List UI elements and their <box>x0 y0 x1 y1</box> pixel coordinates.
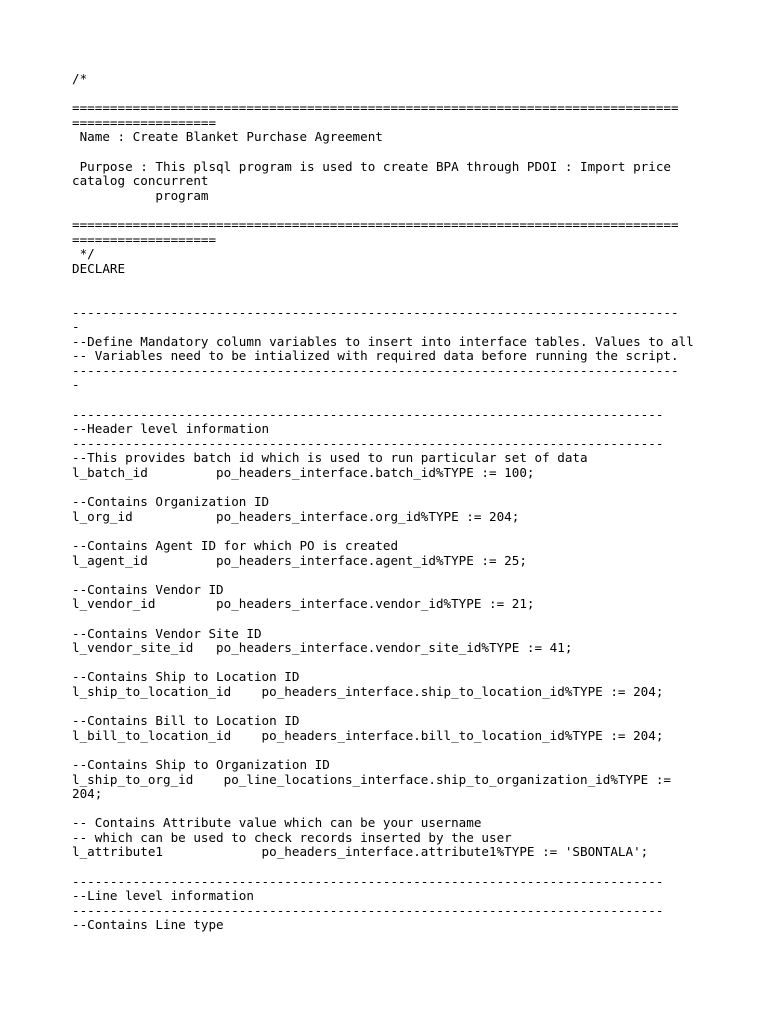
code-line <box>72 743 712 758</box>
code-line: -- Contains Attribute value which can be your username <box>72 815 482 831</box>
code-line: l_batch_id po_headers_interface.batch_id%TYPE := 100; <box>72 465 535 481</box>
code-line <box>72 524 712 539</box>
code-line: catalog concurrent <box>72 173 209 189</box>
code-line <box>72 656 712 671</box>
code-line: -------------------------------------------------------------------------------- <box>72 304 679 320</box>
code-line <box>72 568 712 583</box>
code-line: l_bill_to_location_id po_headers_interface.bill_to_location_id%TYPE := 204; <box>72 727 664 743</box>
code-line: - <box>72 377 80 393</box>
code-line: ------------------------------------------------------------------------------ <box>72 902 664 918</box>
code-line: --Contains Ship to Organization ID <box>72 756 330 772</box>
code-line: Name : Create Blanket Purchase Agreement <box>72 129 383 145</box>
code-line: l_ship_to_location_id po_headers_interface.ship_to_location_id%TYPE := 204; <box>72 683 664 699</box>
code-line: --Contains Organization ID <box>72 494 270 510</box>
code-line: =================== <box>72 114 217 130</box>
code-line: --Contains Vendor Site ID <box>72 625 262 641</box>
code-line: l_vendor_site_id po_headers_interface.vendor_site_id%TYPE := 41; <box>72 640 573 656</box>
code-line: --Contains Agent ID for which PO is created <box>72 538 399 553</box>
code-line: ================================================================================ <box>72 216 679 232</box>
code-line: program <box>72 187 209 203</box>
code-line: */ <box>72 246 95 262</box>
code-line: Purpose : This plsql program is used to create BPA through PDOI : Import price <box>72 158 671 174</box>
document-page <box>72 72 712 933</box>
code-line: --Contains Vendor ID <box>72 581 224 597</box>
code-line: l_vendor_id po_headers_interface.vendor_id%TYPE := 21; <box>72 596 535 612</box>
code-line: ================================================================================ <box>72 100 679 116</box>
code-line: --Contains Bill to Location ID <box>72 713 300 729</box>
code-line: ------------------------------------------------------------------------------ <box>72 873 664 889</box>
code-line <box>72 700 712 715</box>
code-line <box>72 291 712 306</box>
code-line <box>72 393 712 408</box>
code-line: --Contains Ship to Location ID <box>72 669 300 685</box>
code-line: DECLARE <box>72 260 126 276</box>
code-line: -------------------------------------------------------------------------------- <box>72 362 679 378</box>
code-line <box>72 203 712 218</box>
code-line <box>72 145 712 160</box>
code-line: -- which can be used to check records inserted by the user <box>72 829 512 845</box>
code-line <box>72 612 712 627</box>
code-line <box>72 802 712 817</box>
code-line <box>72 860 712 875</box>
code-line: --Header level information <box>72 421 270 437</box>
code-line <box>72 276 712 291</box>
code-line: l_org_id po_headers_interface.org_id%TYPE := 204; <box>72 508 520 524</box>
code-line: ------------------------------------------------------------------------------ <box>72 406 664 422</box>
code-line: l_ship_to_org_id po_line_locations_interface.ship_to_organization_id%TYPE := <box>72 771 671 787</box>
code-line: --Contains Line type <box>72 917 224 933</box>
code-line: 204; <box>72 786 103 802</box>
code-line <box>72 87 712 102</box>
code-line: /* <box>72 71 88 86</box>
code-line: =================== <box>72 231 217 247</box>
code-line: l_agent_id po_headers_interface.agent_id%TYPE := 25; <box>72 552 527 568</box>
code-line <box>72 481 712 496</box>
code-line: l_attribute1 po_headers_interface.attribute1%TYPE := 'SBONTALA'; <box>72 844 649 860</box>
code-line: -- Variables need to be intialized with required data before running the script. <box>72 348 679 364</box>
code-line: --Define Mandatory column variables to insert into interface tables. Values to all <box>72 333 694 349</box>
code-line: ------------------------------------------------------------------------------ <box>72 435 664 451</box>
code-line: - <box>72 319 80 335</box>
code-line: --Line level information <box>72 888 254 904</box>
code-line: --This provides batch id which is used to run particular set of data <box>72 450 588 466</box>
